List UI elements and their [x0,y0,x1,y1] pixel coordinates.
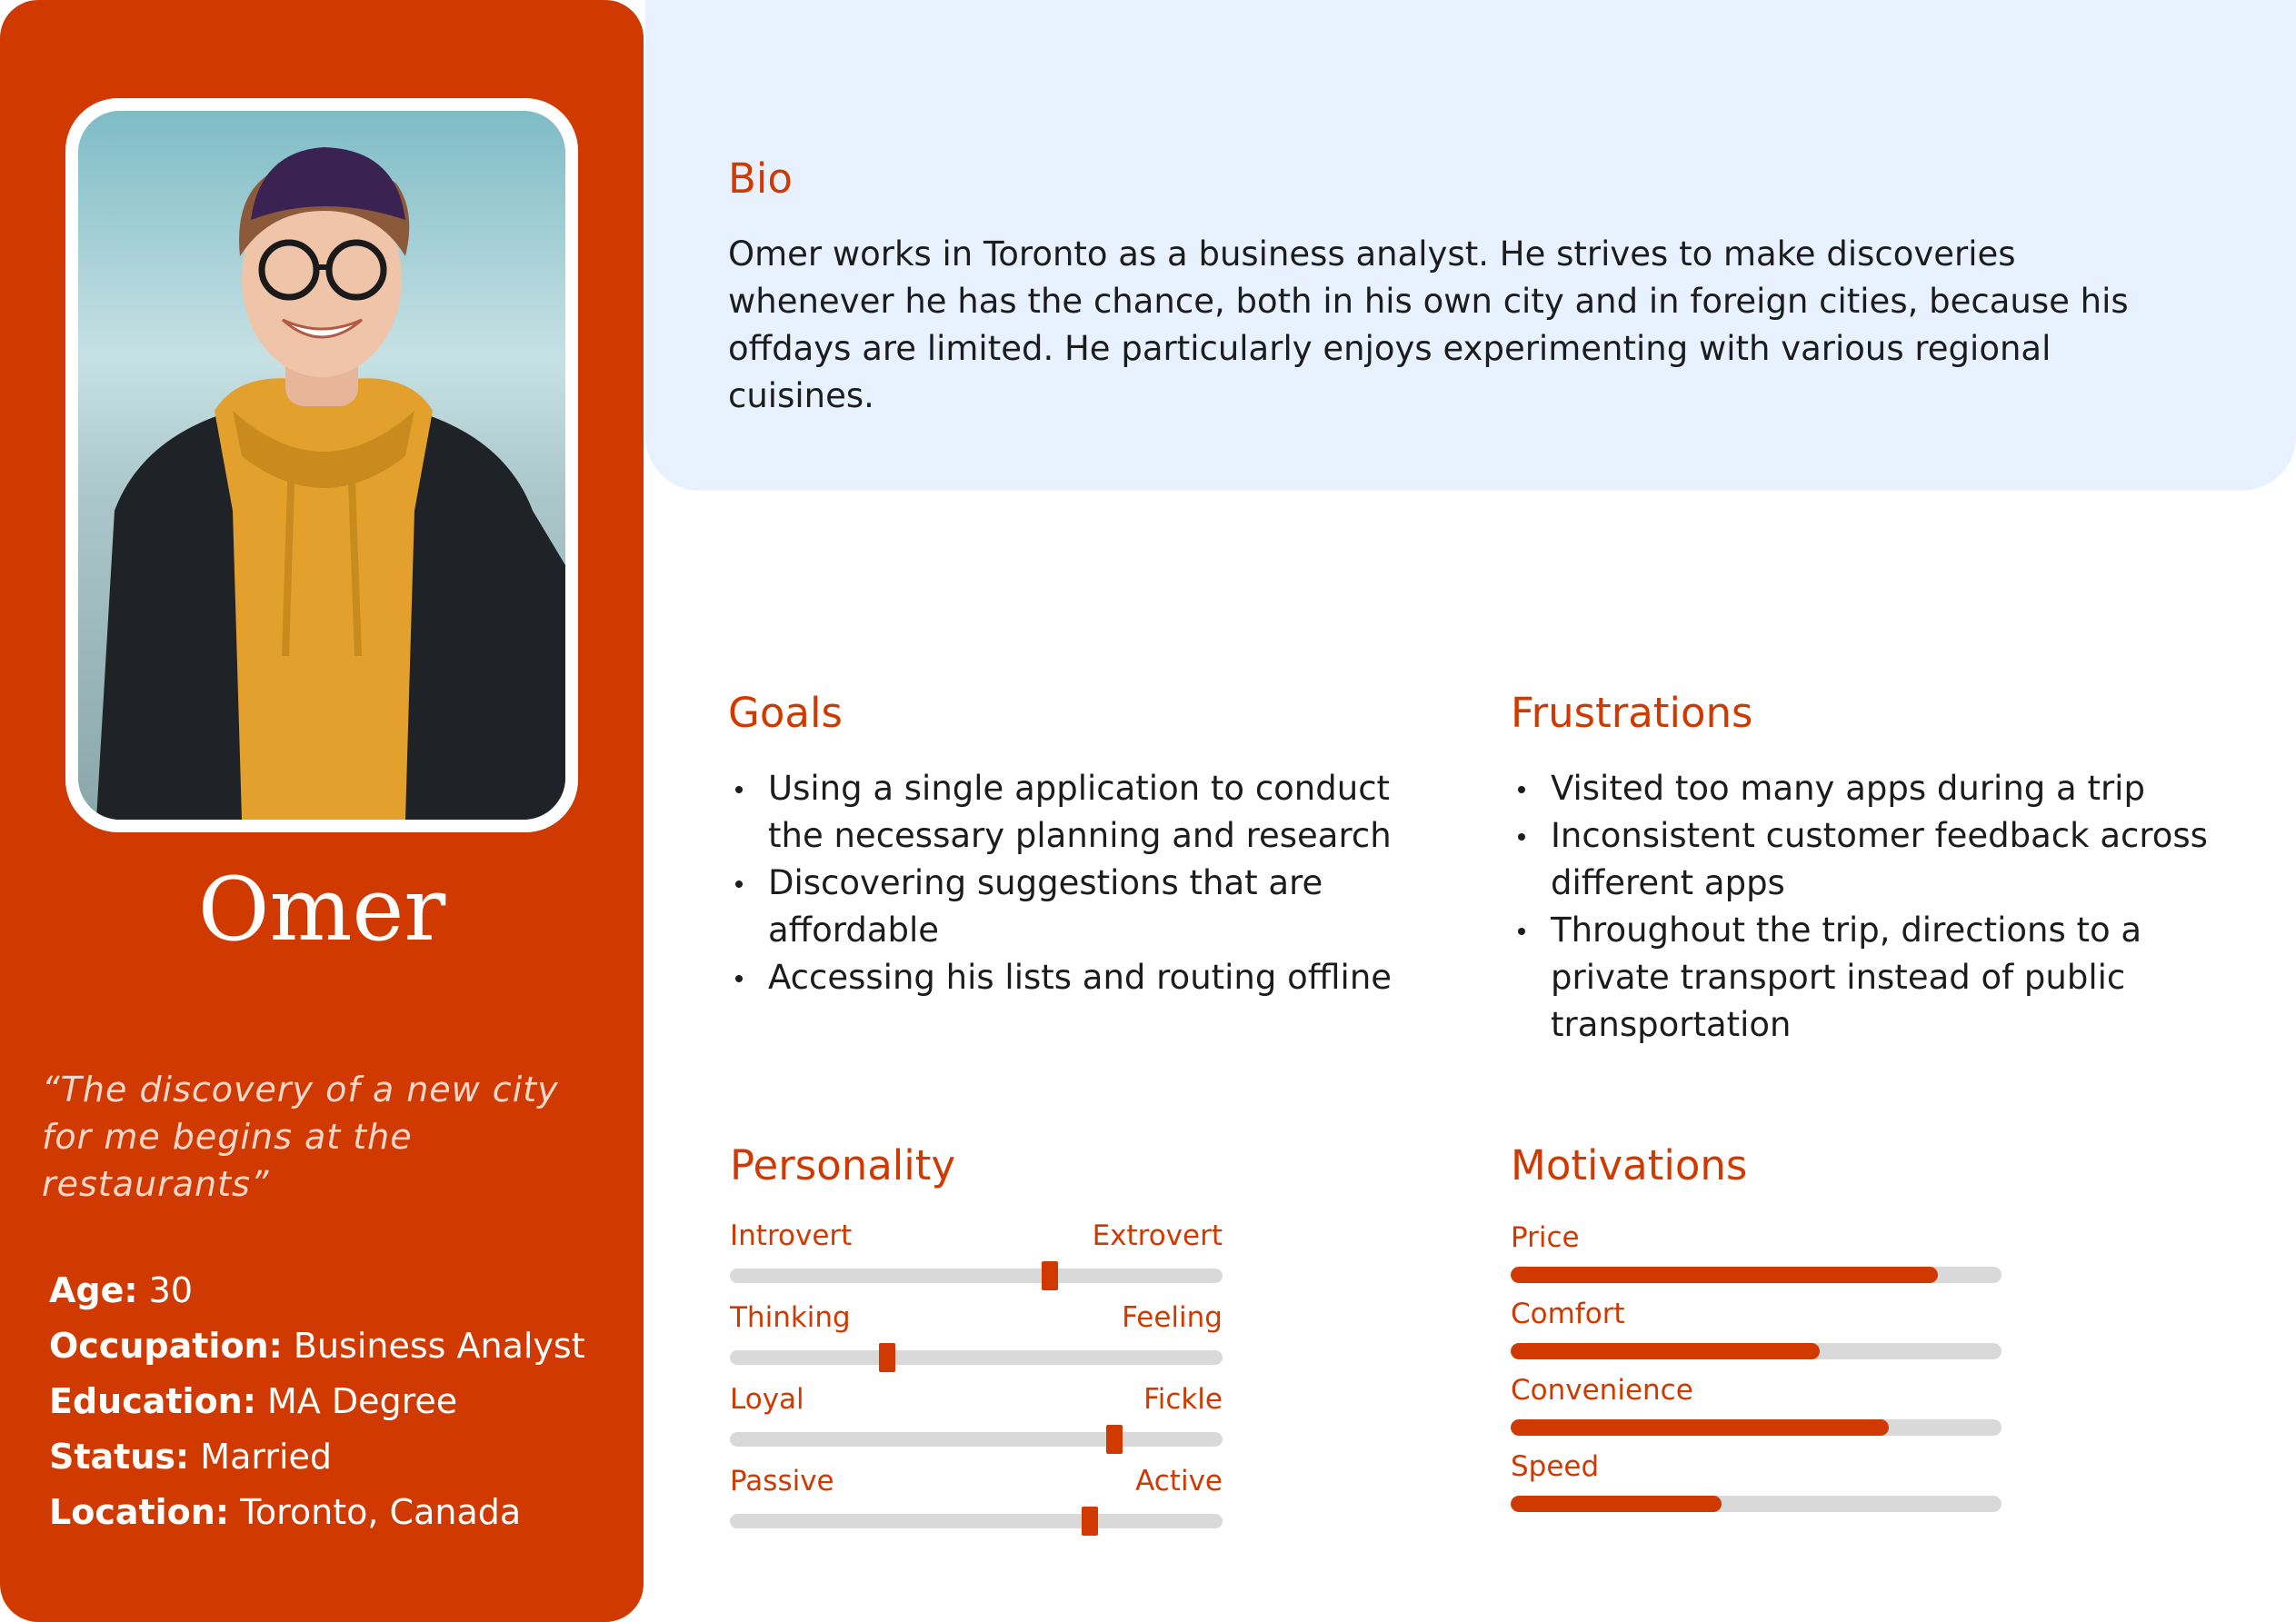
detail-value: 30 [137,1270,194,1310]
frustration-item: Throughout the trip, directions to a private transport instead of public transportation [1511,907,2256,1049]
persona-sidebar [0,0,644,1622]
personality-slider [730,1299,1223,1381]
motivation-bar [1511,1219,2002,1296]
frustrations-list [1511,765,2256,1049]
frustrations-title: Frustrations [1511,689,1753,737]
persona-details [49,1263,631,1540]
detail-value: MA Degree [255,1381,458,1421]
frustration-item: Inconsistent customer feedback across different apps [1511,812,2256,907]
personality-sliders [730,1218,1223,1545]
detail-label: Age: [49,1270,138,1310]
goal-item: Using a single application to conduct the necessary planning and research [728,765,1401,860]
motivation-label: Price [1511,1221,1580,1254]
motivation-bars [1511,1219,2002,1525]
motivation-track [1511,1343,2002,1359]
personality-title: Personality [730,1141,956,1189]
motivation-label: Speed [1511,1450,1600,1483]
slider-track [730,1432,1223,1447]
goals-title: Goals [728,689,843,737]
motivation-label: Comfort [1511,1298,1625,1330]
persona-photo-frame [65,98,578,832]
detail-value: Business Analyst [282,1326,585,1366]
detail-label: Occupation: [49,1326,283,1366]
slider-track [730,1514,1223,1528]
detail-value: Married [189,1437,333,1477]
motivation-fill [1511,1419,1889,1436]
slider-thumb [1082,1507,1098,1536]
trait-right-label: Extrovert [1092,1219,1223,1252]
slider-track [730,1269,1223,1283]
motivation-track [1511,1419,2002,1436]
detail-location [49,1485,631,1540]
motivation-bar [1511,1296,2002,1372]
detail-label: Education: [49,1381,256,1421]
motivation-fill [1511,1267,1938,1283]
trait-right-label: Fickle [1143,1383,1223,1416]
motivation-label: Convenience [1511,1374,1693,1407]
slider-track [730,1350,1223,1365]
personality-slider [730,1218,1223,1299]
persona-quote: “The discovery of a new city for me begins at the restaurants” [42,1070,559,1204]
personality-slider [730,1381,1223,1463]
detail-label: Status: [49,1437,190,1477]
trait-right-label: Feeling [1122,1301,1223,1334]
slider-thumb [1042,1261,1058,1290]
trait-left-label: Passive [730,1465,834,1498]
personality-slider [730,1463,1223,1545]
bio-text: Omer works in Toronto as a business analyst. He strives to make discoveries whenever he has the chance, both in his own city and in foreign cities, because his offdays are limited. He particularly enjoys experimenting with various regional cuisines. [728,234,2129,415]
detail-education [49,1374,631,1429]
motivation-bar [1511,1448,2002,1525]
goal-item: Accessing his lists and routing offline [728,954,1401,1001]
bio-title: Bio [728,154,793,203]
persona-name: Omer [197,859,446,960]
detail-value: Toronto, Canada [229,1492,522,1532]
detail-status [49,1429,631,1485]
motivation-track [1511,1267,2002,1283]
persona-portrait-illustration [78,111,565,820]
motivations-title: Motivations [1511,1141,1748,1189]
trait-right-label: Active [1135,1465,1223,1498]
trait-left-label: Introvert [730,1219,853,1252]
detail-occupation [49,1318,631,1374]
trait-left-label: Loyal [730,1383,804,1416]
slider-thumb [879,1343,895,1372]
goals-list [728,765,1401,1001]
motivation-fill [1511,1496,1722,1512]
detail-age [49,1263,631,1318]
trait-left-label: Thinking [730,1301,851,1334]
slider-thumb [1106,1425,1123,1454]
goal-item: Discovering suggestions that are affordable [728,860,1401,954]
motivation-track [1511,1496,2002,1512]
persona-photo [78,111,565,820]
frustration-item: Visited too many apps during a trip [1511,765,2256,812]
motivation-bar [1511,1372,2002,1448]
motivation-fill [1511,1343,1820,1359]
detail-label: Location: [49,1492,230,1532]
